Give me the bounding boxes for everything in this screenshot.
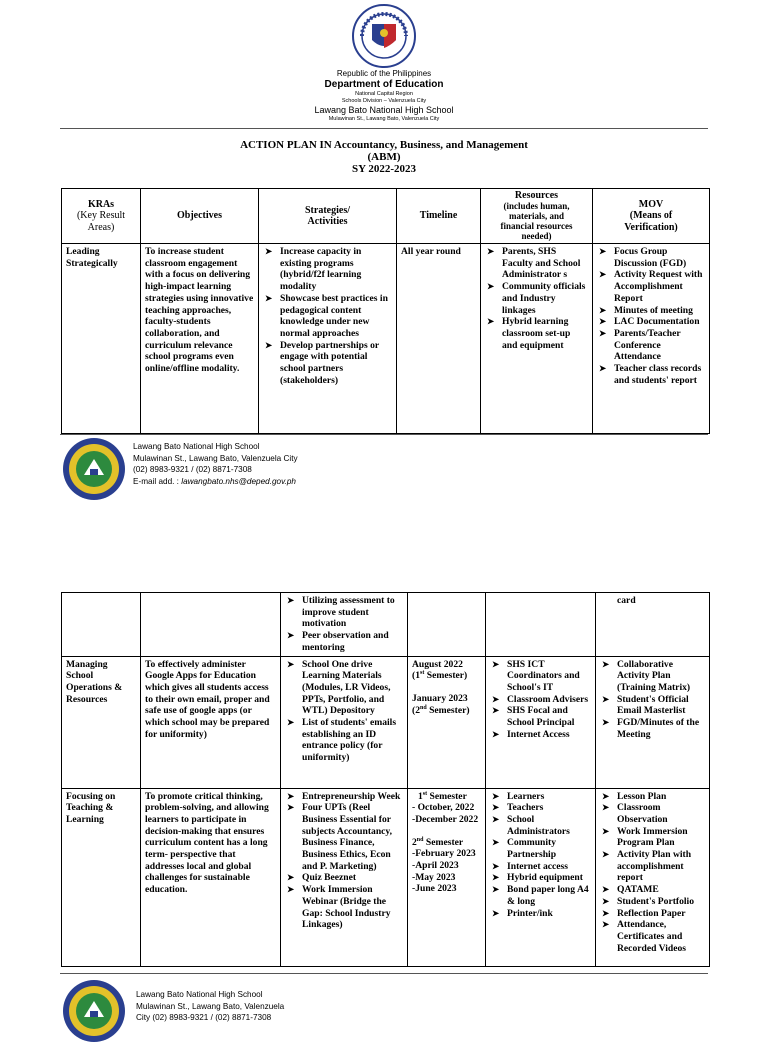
- list-item: ➤ Teacher class records and students' report: [597, 363, 705, 386]
- timeline-cell: 1st Semester - October, 2022 -December 2022 2nd Semester -February 2023 -April 2023 -May 2023 -June 2023: [408, 788, 486, 966]
- header-kras: KRAs (Key Result Areas): [62, 189, 141, 244]
- header-strategies: Strategies/ Activities: [259, 189, 397, 244]
- action-plan-table-page-2: [61, 592, 710, 967]
- list-item: ➤ Attendance, Certificates and Recorded Videos: [600, 919, 705, 954]
- footer-address: Mulawinan St., Lawang Bato, Valenzuela: [136, 1001, 285, 1011]
- department-line: Department of Education: [324, 79, 444, 90]
- list-item: ➤ Activity Request with Accomplishment Report: [597, 269, 705, 304]
- republic-line: Republic of the Philippines: [336, 69, 432, 78]
- list-item: ➤ Classroom Observation: [600, 802, 705, 825]
- list-item: ➤ List of students' emails establishing an ID entrance policy (for uniformity): [285, 717, 403, 764]
- list-item: ➤ Bond paper long A4 & long: [490, 884, 591, 907]
- footer-contact-2: [136, 989, 536, 1024]
- list-item: ➤ SHS Focal and School Principal: [490, 705, 591, 728]
- list-item: ➤ Develop partnerships or engage with potential school partners (stakeholders): [263, 340, 392, 387]
- list-item: ➤ Printer/ink: [490, 908, 591, 920]
- list-item: ➤ Student's Official Email Masterlist: [600, 694, 705, 717]
- list-item: ➤ Community Partnership: [490, 837, 591, 860]
- header-divider: [60, 128, 708, 129]
- list-item: ➤ Teachers: [490, 802, 591, 814]
- kra-cell: [62, 593, 141, 657]
- header-timeline: Timeline: [397, 189, 481, 244]
- list-item: ➤ Classroom Advisers: [490, 694, 591, 706]
- kra-cell: Leading Strategically: [62, 244, 141, 434]
- title-line-1: ACTION PLAN IN Accountancy, Business, and Management: [240, 139, 528, 151]
- list-item: ➤ School One drive Learning Materials (Modules, LR Videos, PPTs, Portfolio, and WTL) Depository: [285, 659, 403, 718]
- list-item: ➤ Hybrid learning classroom set-up and equipment: [485, 316, 588, 351]
- resources-cell: [481, 244, 593, 434]
- list-item: ➤ Showcase best practices in pedagogical content knowledge under new normal approaches: [263, 293, 392, 340]
- list-item: ➤ School Administrators: [490, 814, 591, 837]
- timeline-cell: [408, 593, 486, 657]
- list-item: ➤ Hybrid equipment: [490, 872, 591, 884]
- footer-phone: (02) 8983-9321 / (02) 8871-7308: [133, 465, 252, 474]
- list-item: ➤ Focus Group Discussion (FGD): [597, 246, 705, 269]
- list-item: ➤ Collaborative Activity Plan (Training Matrix): [600, 659, 705, 694]
- mov-cell: card: [596, 593, 710, 657]
- header-objectives: Objectives: [141, 189, 259, 244]
- footer-divider-2: [60, 973, 708, 974]
- list-item: ➤ Quiz Beeznet: [285, 872, 403, 884]
- objective-cell: To effectively administer Google Apps for Education which gives all students access to their own email, proper and safe use of google apps (or which school may be prepared for uniformity): [141, 656, 281, 788]
- school-address: Mulawinan St., Lawang Bato, Valenzuela City: [328, 116, 440, 122]
- list-item: ➤ Work Immersion Webinar (Bridge the Gap: School Industry Linkages): [285, 884, 403, 931]
- kra-cell: Managing School Operations & Resources: [62, 656, 141, 788]
- list-item: ➤ QATAME: [600, 884, 705, 896]
- list-item: ➤ LAC Documentation: [597, 316, 705, 328]
- footer-contact: [133, 441, 533, 487]
- footer-email-line: [133, 476, 533, 488]
- list-item: ➤ Parents/Teacher Conference Attendance: [597, 328, 705, 363]
- timeline-cell: August 2022 (1st Semester) January 2023 (2nd Semester): [408, 656, 486, 788]
- title-line-3: SY 2022-2023: [351, 163, 417, 175]
- mov-cell: [596, 656, 710, 788]
- table-row: [62, 788, 710, 966]
- header-resources: Resources (includes human, materials, and financial resources needed): [481, 189, 593, 244]
- list-item: ➤ Utilizing assessment to improve student motivation: [285, 595, 403, 630]
- footer-email[interactable]: lawangbato.nhs@deped.gov.ph: [181, 476, 296, 486]
- region-line: National Capital Region: [355, 91, 413, 97]
- list-item: ➤ Four UPTs (Reel Business Essential for subjects Accountancy, Business Finance, Business Ethics, Econ and P. Marketing): [285, 802, 403, 872]
- mov-cell: [596, 788, 710, 966]
- list-item: ➤ Minutes of meeting: [597, 305, 705, 317]
- action-plan-table-page-1: [61, 188, 710, 434]
- list-item: ➤ Student's Portfolio: [600, 896, 705, 908]
- footer-school: Lawang Bato National High School: [133, 442, 260, 451]
- list-item: ➤ Internet Access: [490, 729, 591, 741]
- list-item: ➤ Activity Plan with accomplishment report: [600, 849, 705, 884]
- table-row: [62, 593, 710, 657]
- list-item: ➤ SHS ICT Coordinators and School's IT: [490, 659, 591, 694]
- footer-address: Mulawinan St., Lawang Bato, Valenzuela City: [133, 453, 298, 463]
- footer-divider: [60, 434, 708, 435]
- mov-cell: [593, 244, 710, 434]
- document-title: [0, 139, 768, 175]
- list-item: ➤ Increase capacity in existing programs (hybrid/f2f learning modality: [263, 246, 392, 293]
- list-item: ➤ Entrepreneurship Week: [285, 791, 403, 803]
- strategies-cell: [259, 244, 397, 434]
- list-item: ➤ Work Immersion Program Plan: [600, 826, 705, 849]
- kra-cell: Focusing on Teaching & Learning: [62, 788, 141, 966]
- list-item: ➤ Lesson Plan: [600, 791, 705, 803]
- strategies-cell: [281, 656, 408, 788]
- timeline-cell: All year round: [397, 244, 481, 434]
- list-item: ➤ Peer observation and mentoring: [285, 630, 403, 653]
- strategies-cell: [281, 788, 408, 966]
- division-line: Schools Division – Valenzuela City: [341, 98, 427, 104]
- footer-email-label: E-mail add. :: [133, 476, 179, 486]
- list-item: ➤ FGD/Minutes of the Meeting: [600, 717, 705, 740]
- resources-cell: [486, 656, 596, 788]
- objective-cell: [141, 593, 281, 657]
- table-row: [62, 244, 710, 434]
- header-mov: MOV (Means of Verification): [593, 189, 710, 244]
- footer-phone: City (02) 8983-9321 / (02) 8871-7308: [136, 1013, 272, 1022]
- school-logo: [62, 437, 126, 501]
- table-row: [62, 656, 710, 788]
- objective-cell: To promote critical thinking, problem-solving, and allowing learners to participate in decision-making that ensures curriculum content has a long term- perspective that addresses local and global challenges for sustainable education.: [141, 788, 281, 966]
- school-name: Lawang Bato National High School: [314, 105, 454, 115]
- table-header-row: [62, 189, 710, 244]
- list-item: ➤ Learners: [490, 791, 591, 803]
- school-logo-2: [62, 979, 126, 1043]
- resources-cell: [486, 593, 596, 657]
- footer-school: Lawang Bato National High School: [136, 990, 263, 999]
- objective-cell: To increase student classroom engagement with a focus on delivering high-impact learning strategies using innovative teaching approaches, faculty-students collaboration, and curriculum relevance school programs even online/offline modality.: [141, 244, 259, 434]
- deped-seal: [352, 4, 416, 68]
- list-item: ➤ Reflection Paper: [600, 908, 705, 920]
- resources-cell: [486, 788, 596, 966]
- title-line-2: (ABM): [367, 151, 401, 163]
- list-item: ➤ Community officials and Industry linkages: [485, 281, 588, 316]
- strategies-cell: [281, 593, 408, 657]
- list-item: ➤ Parents, SHS Faculty and School Administrator s: [485, 246, 588, 281]
- list-item: ➤ Internet access: [490, 861, 591, 873]
